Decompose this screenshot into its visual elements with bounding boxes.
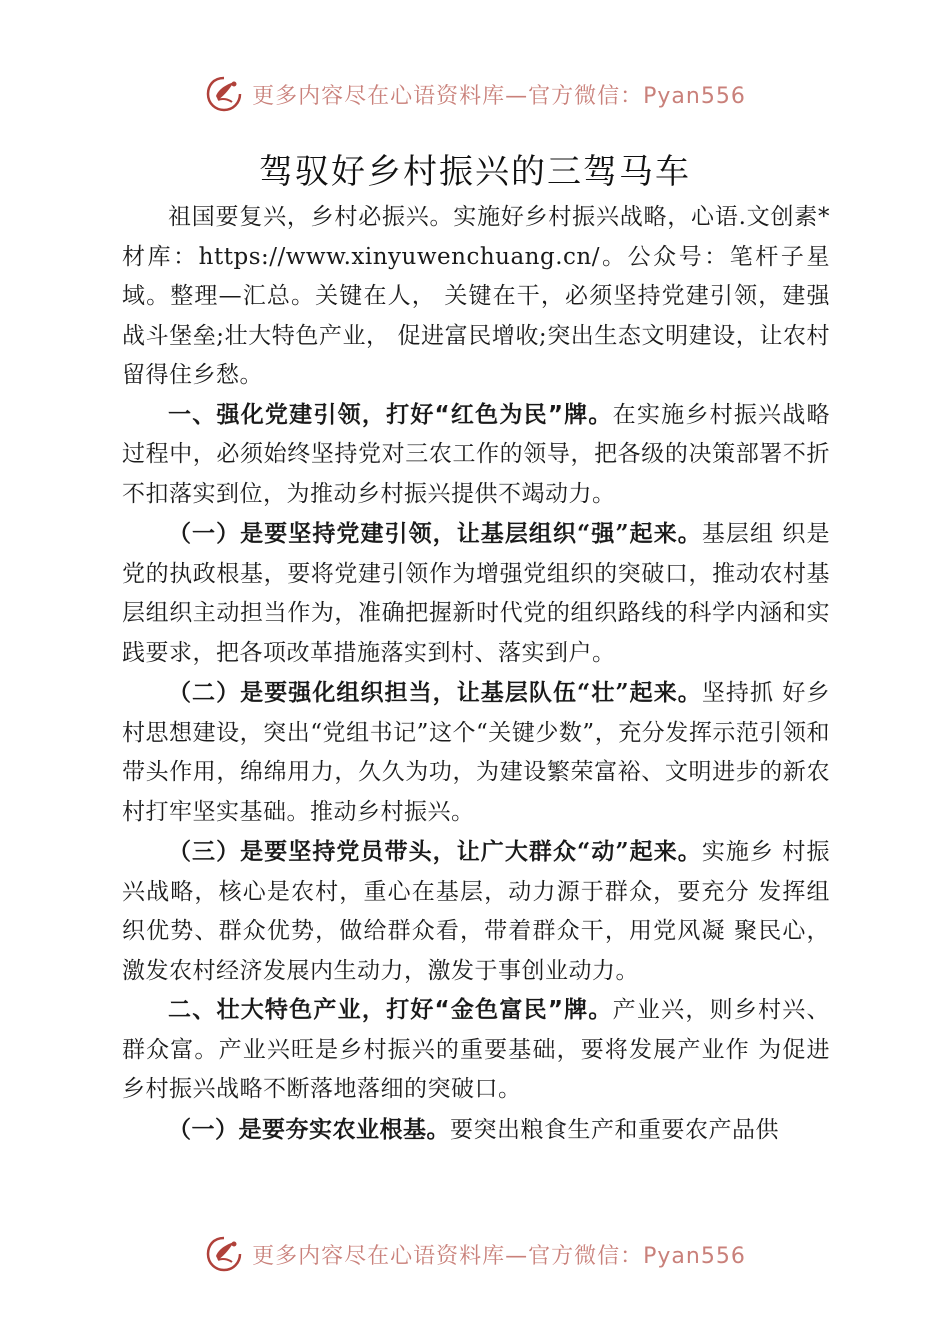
paragraph-subsection [122, 832, 830, 991]
subsection-heading: （一）是要坚持党建引领，让基层组织“强”起来。 [168, 520, 702, 547]
paragraph-section-2 [122, 991, 830, 1110]
subsection-heading: （一）是要夯实农业根基。 [168, 1115, 450, 1143]
section-heading: 一、强化党建引领，打好“红色为民”牌。 [168, 401, 613, 428]
document-body [122, 198, 830, 1150]
watermark-text: 更多内容尽在心语资料库—官方微信：Pyan556 [252, 83, 746, 109]
paragraph-text: 祖国要复兴，乡村必振兴。实施好乡村振兴战略，心语.文创素*材库：https://www.xinyuwenchuang.cn/。公众号：笔杆子星域。整理—汇总。关键在人， 关键在干，必须坚持党建引领，建强战斗堡垒;壮大特色产业， 促进富民增收;突出生态文明建设，让农村留得住乡愁。 [122, 204, 830, 388]
subsection-heading: （二）是要强化组织担当，让基层队伍“壮”起来。 [168, 679, 702, 706]
paragraph-subsection [122, 673, 830, 832]
document-title: 驾驭好乡村振兴的三驾马车 [259, 152, 691, 192]
watermark-logo-icon [204, 1234, 244, 1274]
paragraph-text: 在实施乡村振兴战略过程中，必须始终坚持党对三农工作的领导，把各级的决策部署不折不扣落实到位，为推动乡村振兴提供不竭动力。 [122, 401, 831, 507]
footer-watermark [0, 1224, 950, 1284]
paragraph-text: 实施乡 村振兴战略，核心是农村，重心在基层，动力源于群众，要充分 发挥组织优势、群众优势，做给群众看，带着群众干，用党风凝 聚民心，激发农村经济发展内生动力，激发于事创业动力。 [122, 839, 830, 984]
paragraph-subsection [122, 514, 830, 673]
watermark-logo-icon [204, 74, 244, 114]
paragraph-text: 产业兴，则乡村兴、群众富。产业兴旺是乡村振兴的重要基础，要将发展产业作 为促进乡村振兴战略不断落地落细的突破口。 [122, 997, 831, 1102]
paragraph-subsection [122, 1110, 830, 1151]
subsection-heading: （三）是要坚持党员带头，让广大群众“动”起来。 [168, 838, 702, 865]
paragraph-text: 坚持抓 好乡村思想建设，突出“党组书记”这个“关键少数”，充分发挥示范引领和带头作用，绵绵用力，久久为功，为建设繁荣富裕、文明进步的新农村打牢坚实基础。推动乡村振兴。 [122, 680, 830, 825]
paragraph-intro [122, 198, 830, 396]
watermark-text: 更多内容尽在心语资料库—官方微信：Pyan556 [252, 1243, 746, 1269]
header-watermark [0, 64, 950, 124]
paragraph-text: 要突出粮食生产和重要农产品供 [450, 1116, 779, 1143]
paragraph-section-1 [122, 396, 830, 515]
paragraph-text: 基层组 织是党的执政根基，要将党建引领作为增强党组织的突破口，推动农村基层组织主动担当作为，准确把握新时代党的组织路线的科学内涵和实践要求，把各项改革措施落实到村、落实到户。 [122, 521, 830, 666]
section-heading: 二、壮大特色产业，打好“金色富民”牌。 [168, 997, 613, 1023]
